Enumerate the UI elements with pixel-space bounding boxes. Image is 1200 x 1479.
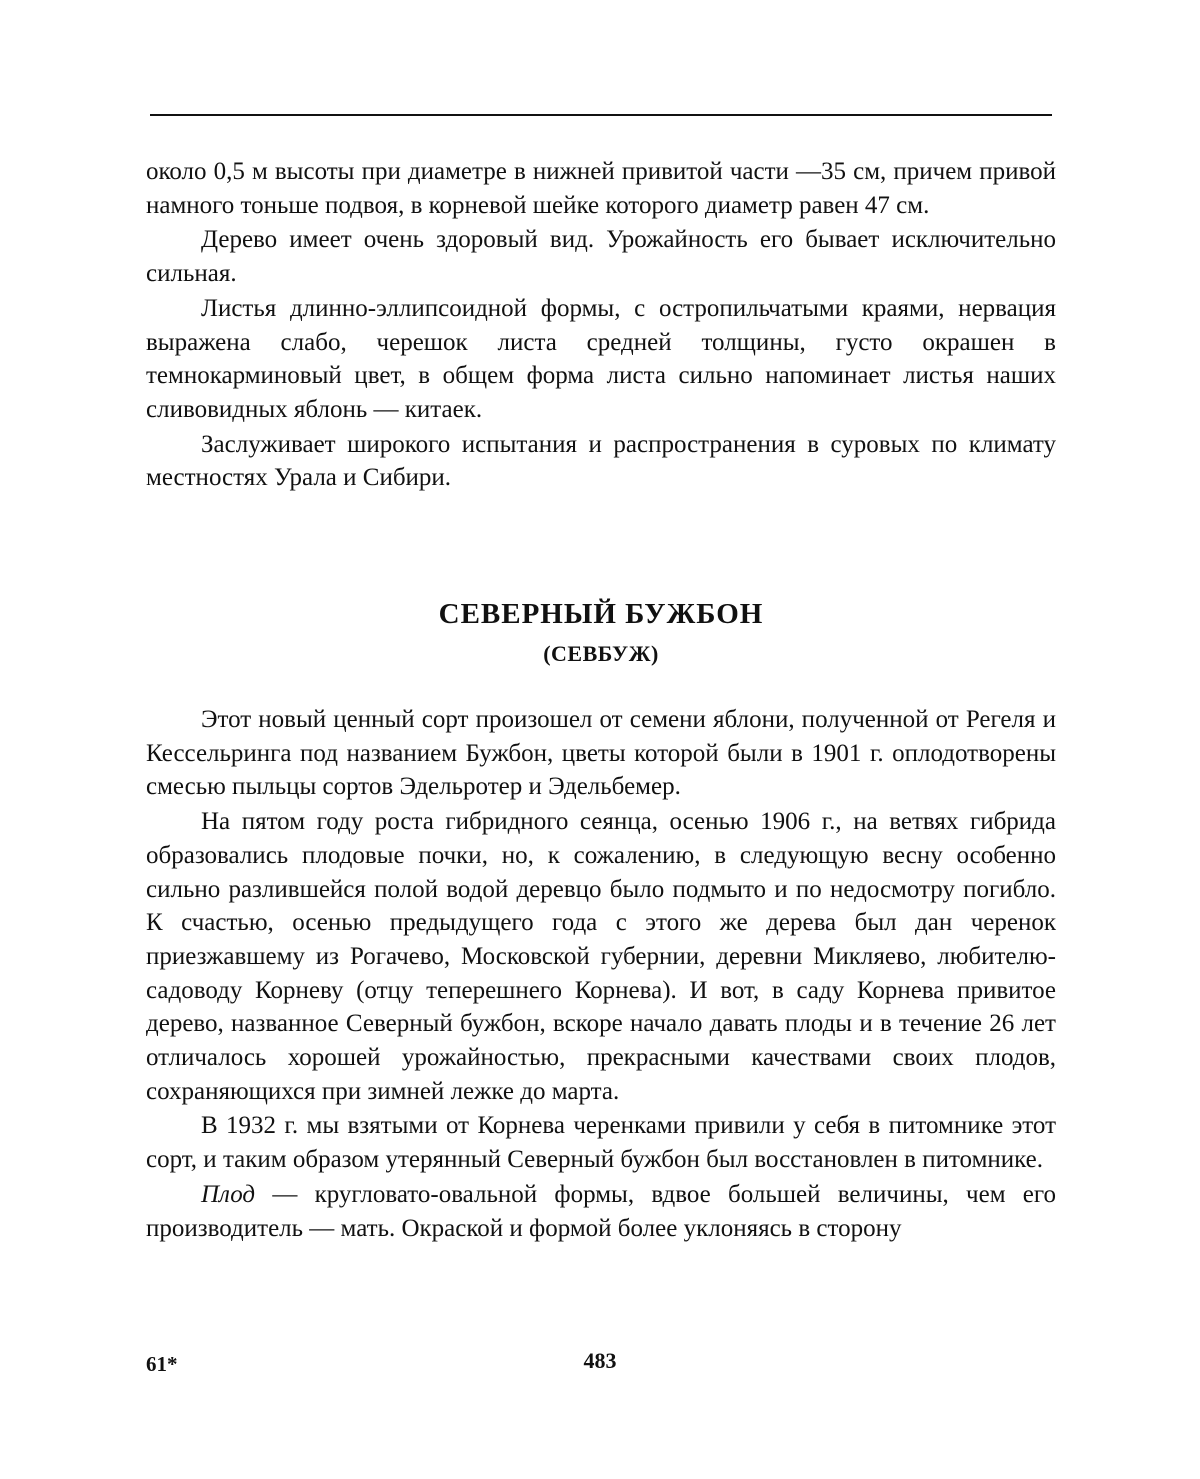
paragraph: Листья длинно-эллипсоидной формы, с остропильчатыми краями, нервация выражена слабо, черешок листа средней толщины, густо окрашен в темнокарминовый цвет, в общем форма листа сильно напоминает листья наших сливовидных яблонь — китаек.	[146, 294, 1056, 423]
italic-term: Плод	[201, 1180, 256, 1208]
paragraph: Дерево имеет очень здоровый вид. Урожайность его бывает исключительно сильная.	[146, 226, 1056, 288]
paragraph: Заслуживает широкого испытания и распространения в суровых по климату местностях Урала и Сибири.	[146, 430, 1056, 492]
paragraph	[146, 1178, 1056, 1245]
section-text	[146, 703, 1056, 1246]
section-title: СЕВЕРНЫЙ БУЖБОН	[438, 598, 764, 630]
page-number: 483	[583, 1348, 617, 1373]
paragraph-text: — кругловато-овальной формы, вдвое большей величины, чем его производитель — мать. Окраской и формой более уклоняясь в сторону	[146, 1180, 1056, 1242]
paragraph: Этот новый ценный сорт произошел от семени яблони, полученной от Регеля и Кессельринга под названием Бужбон, цветы которой были в 1901 г. оплодотворены смесью пыльцы сортов Эдельротер и Эдельбемер.	[146, 706, 1056, 801]
signature-mark: 61*	[146, 1352, 178, 1376]
section-subtitle: (СЕВБУЖ)	[543, 641, 659, 666]
continuation-text	[146, 155, 1056, 496]
header-rule	[150, 114, 1052, 116]
paragraph: В 1932 г. мы взятыми от Корнева черенками привили у себя в питомнике этот сорт, и таким образом утерянный Северный бужбон был восстановлен в питомнике.	[146, 1112, 1056, 1174]
paragraph: На пятом году роста гибридного сеянца, осенью 1906 г., на ветвях гибрида образовались плодовые почки, но, к сожалению, в следующую весну особенно сильно разлившейся полой водой деревцо было подмыто и по недосмотру погибло. К счастью, осенью предыдущего года с этого же дерева был дан черенок приезжавшему из Рогачево, Московской губернии, деревни Микляево, любителю-садоводу Корневу (отцу теперешнего Корнева). И вот, в саду Корнева привитое дерево, названное Северный бужбон, вскоре начало давать плоды и в течение 26 лет отличалось хорошей урожайностью, прекрасными качествами своих плодов, сохраняющихся при зимней лежке до марта.	[146, 808, 1056, 1105]
paragraph: около 0,5 м высоты при диаметре в нижней привитой части —35 см, причем привой намного тоньше подвоя, в корневой шейке которого диаметр равен 47 см.	[146, 158, 1056, 219]
